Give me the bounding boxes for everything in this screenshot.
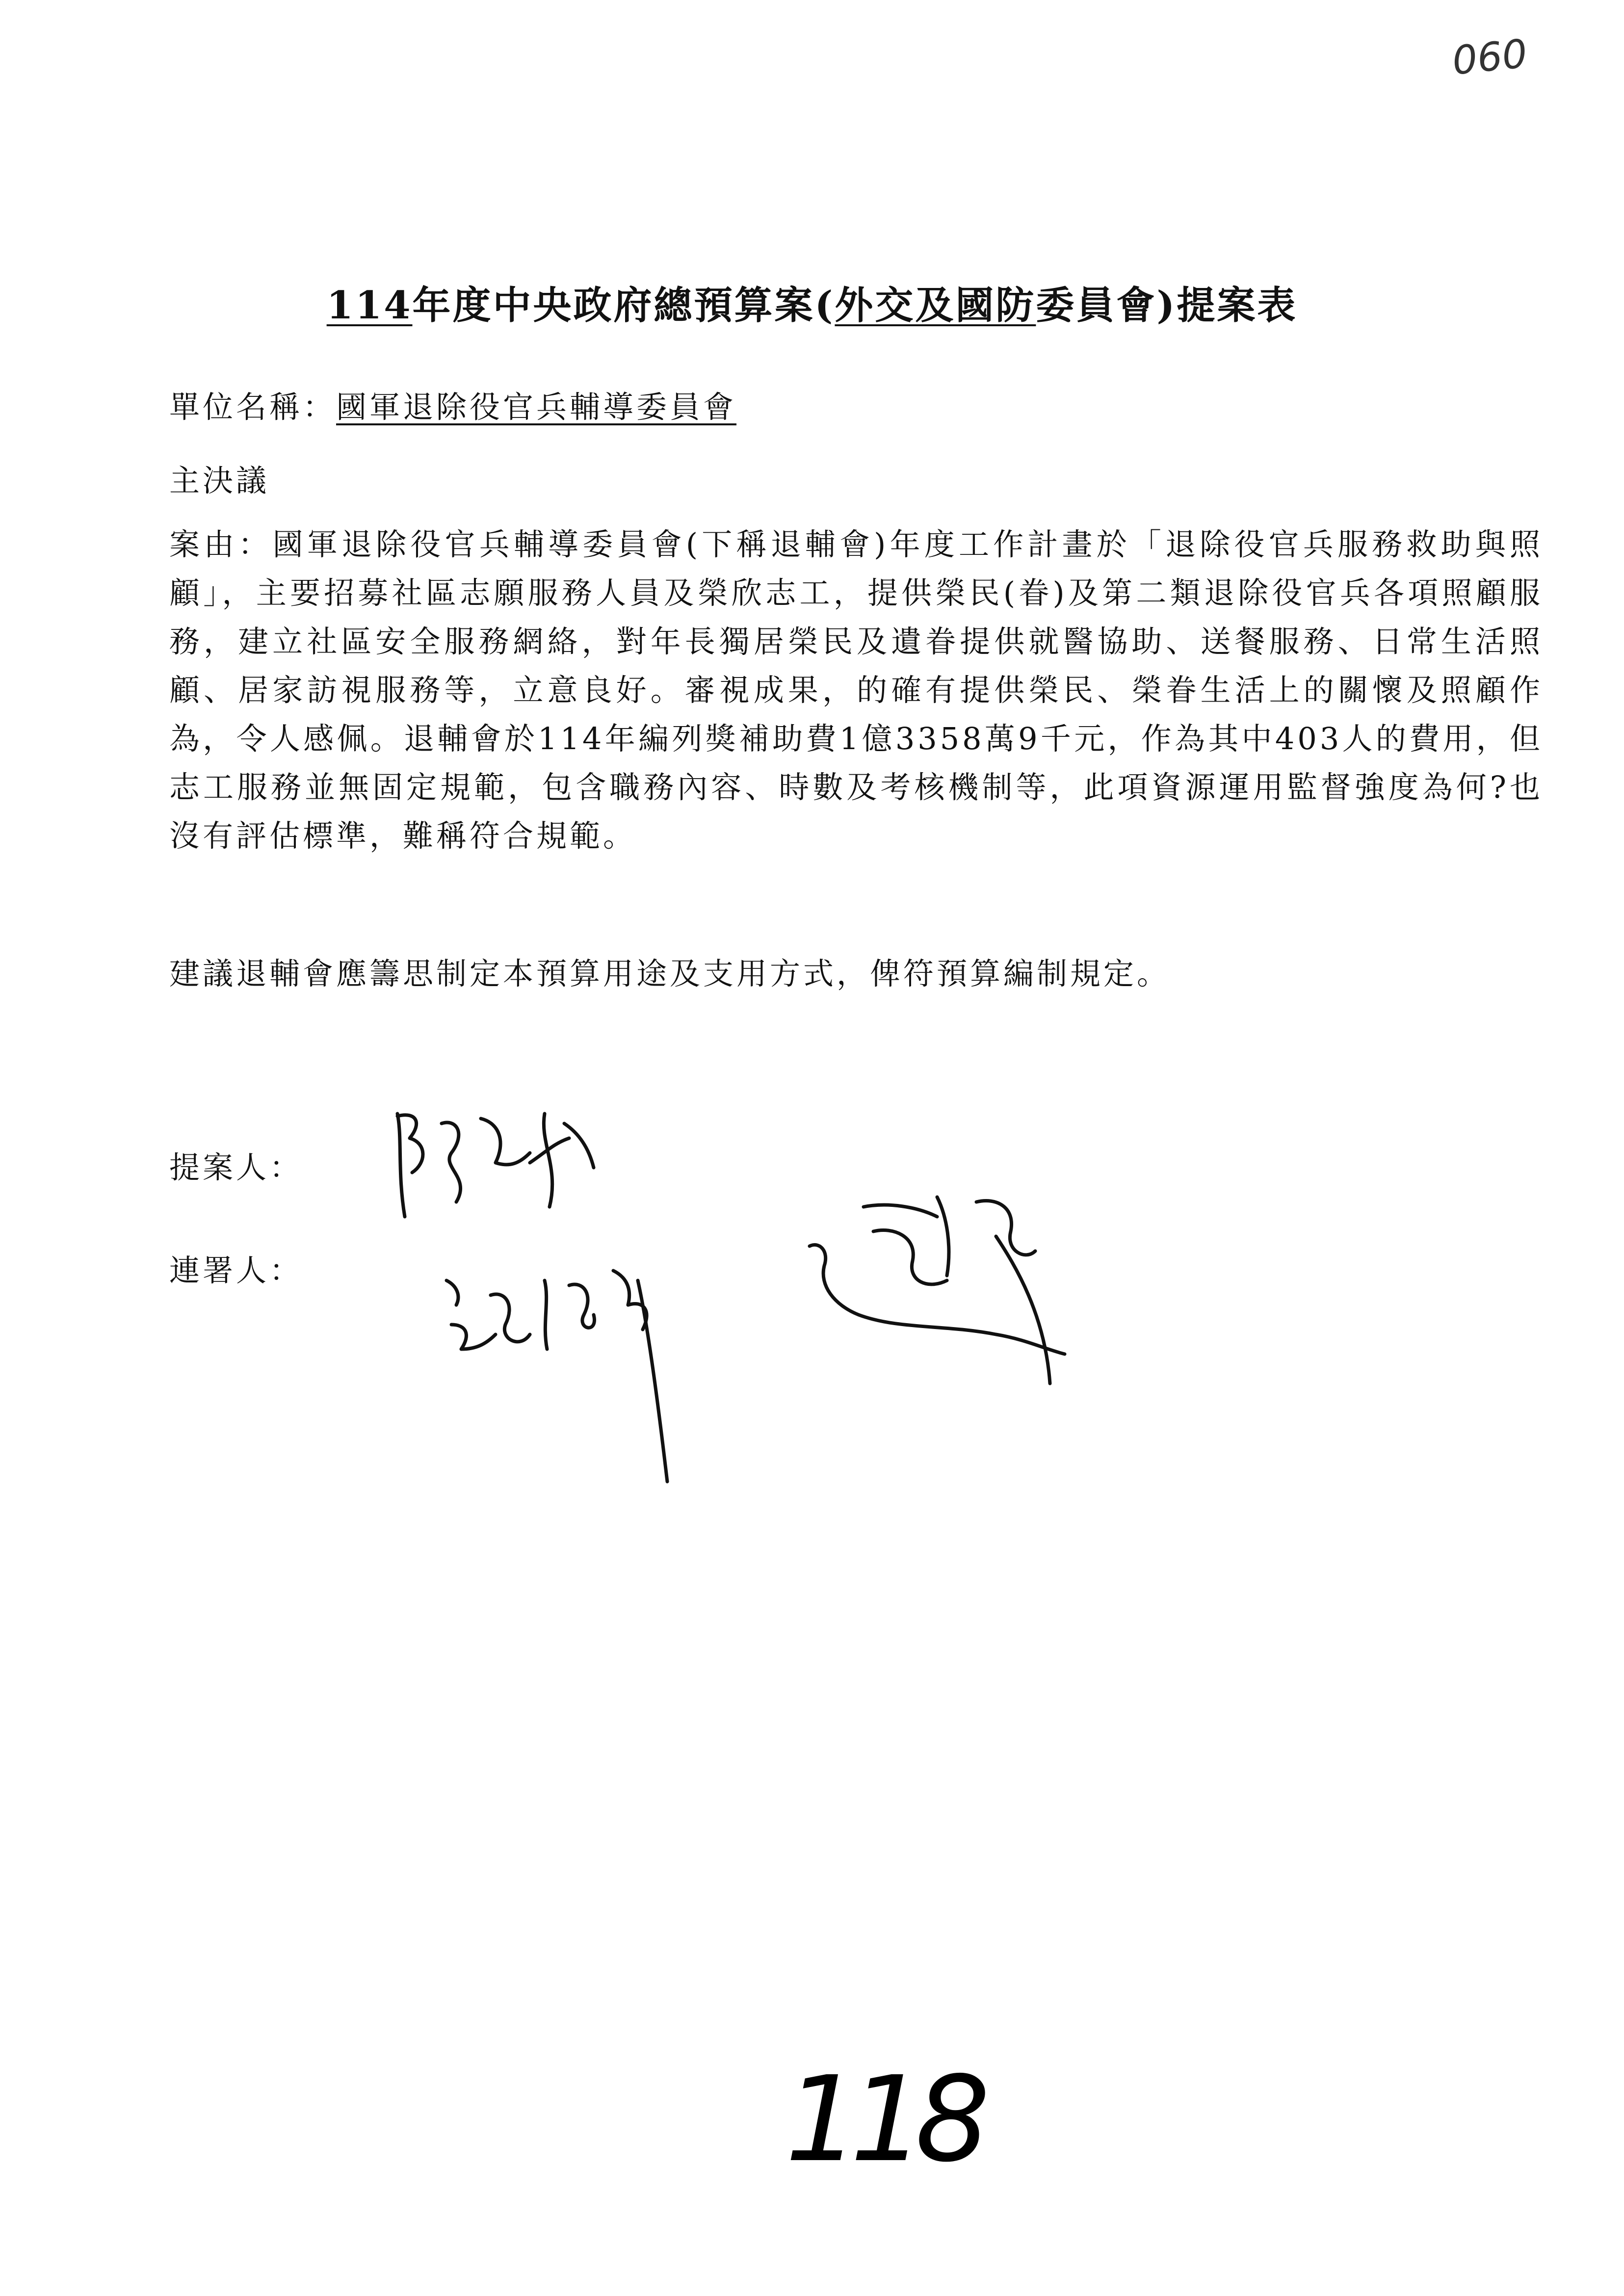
proposer-label: 提案人：	[169, 1149, 303, 1185]
cosigner-signature-1	[437, 1251, 741, 1506]
resolution-label: 主決議	[169, 463, 270, 498]
unit-line	[169, 383, 736, 426]
cosigner-label: 連署人：	[169, 1252, 303, 1288]
cosigner-signature-2	[790, 1187, 1094, 1393]
title-year: 114	[326, 283, 413, 328]
title-part1: 年度中央政府總預算案(	[412, 283, 835, 328]
unit-name: 國軍退除役官兵輔導委員會	[336, 389, 737, 425]
title-part2: 委員會)提案表	[1036, 283, 1298, 328]
reason-paragraph: 案由：國軍退除役官兵輔導委員會(下稱退輔會)年度工作計畫於「退除役官兵服務救助與照顧」，主要招募社區志願服務人員及榮欣志工，提供榮民(眷)及第二類退除役官兵各項照顧服務，建立社區安全服務網絡，對年長獨居榮民及遺眷提供就醫協助、送餐服務、日常生活照顧、居家訪視服務等，立意良好。審視成果，的確有提供榮民、榮眷生活上的關懷及照顧作為，令人感佩。退輔會於114年編列獎補助費1億3358萬9千元，作為其中403人的費用，但志工服務並無固定規範，包含職務內容、時數及考核機制等，此項資源運用監督強度為何?也沒有評估標準，難稱符合規範。	[169, 526, 1543, 854]
corner-mark: 060	[1450, 30, 1530, 84]
page-title	[0, 275, 1624, 330]
title-committee: 外交及國防	[835, 283, 1036, 328]
proposer-signature	[383, 1094, 657, 1241]
page-number: 118	[785, 2051, 981, 2188]
suggestion-text: 建議退輔會應籌思制定本預算用途及支用方式，俾符預算編制規定。	[169, 956, 1171, 991]
unit-label: 單位名稱：	[169, 389, 337, 425]
